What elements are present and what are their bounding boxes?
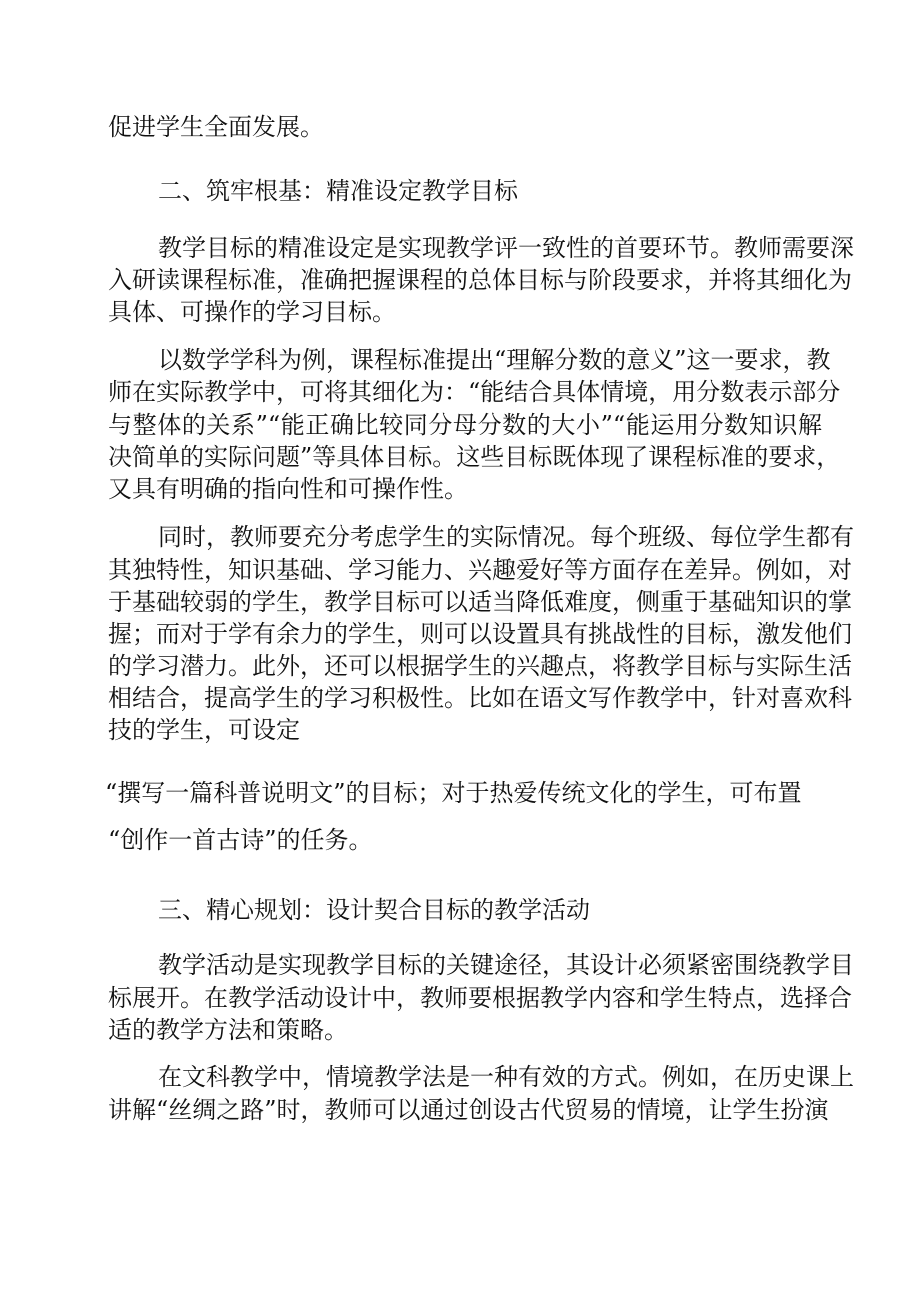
paragraph-line: 又具有明确的指向性和可操作性。 — [108, 475, 468, 503]
paragraph-line: 同时，教师要充分考虑学生的实际情况。每个班级、每位学生都有 — [158, 523, 854, 551]
paragraph-line: 具体、可操作的学习目标。 — [108, 298, 396, 326]
paragraph-line: 技的学生，可设定 — [108, 716, 300, 744]
paragraph-line: 师在实际教学中，可将其细化为：“能结合具体情境，用分数表示部分 — [108, 378, 841, 406]
paragraph-line: 讲解“丝绸之路”时，教师可以通过创设古代贸易的情境，让学生扮演 — [108, 1096, 829, 1124]
paragraph-line: 标展开。在教学活动设计中，教师要根据教学内容和学生特点，选择合 — [108, 984, 852, 1012]
paragraph-line: 入研读课程标准，准确把握课程的总体目标与阶段要求，并将其细化为 — [108, 266, 852, 294]
paragraph-line: “创作一首古诗”的任务。 — [108, 826, 373, 854]
paragraph-line: 相结合，提高学生的学习积极性。比如在语文写作教学中，针对喜欢科 — [108, 684, 852, 712]
section-heading-2: 二、筑牢根基：精准设定教学目标 — [158, 177, 518, 205]
paragraph-line: 决简单的实际问题”等具体目标。这些目标既体现了课程标准的要求， — [108, 443, 841, 471]
paragraph-line: 教学目标的精准设定是实现教学评一致性的首要环节。教师需要深 — [158, 234, 854, 262]
paragraph-line: 在文科教学中，情境教学法是一种有效的方式。例如，在历史课上 — [158, 1063, 854, 1091]
paragraph-line: 促进学生全面发展。 — [108, 113, 324, 141]
paragraph-line: 与整体的关系”“能正确比较同分母分数的大小”“能运用分数知识解 — [108, 411, 822, 439]
paragraph-line: “撰写一篇科普说明文”的目标；对于热爱传统文化的学生，可布置 — [105, 779, 802, 807]
paragraph-line: 以数学学科为例，课程标准提出“理解分数的意义”这一要求，教 — [158, 346, 831, 374]
paragraph-line: 适的教学方法和策略。 — [108, 1016, 348, 1044]
paragraph-line: 教学活动是实现教学目标的关键途径，其设计必须紧密围绕教学目 — [158, 951, 854, 979]
paragraph-line: 的学习潜力。此外，还可以根据学生的兴趣点，将教学目标与实际生活 — [108, 652, 852, 680]
paragraph-line: 握；而对于学有余力的学生，则可以设置具有挑战性的目标，激发他们 — [108, 620, 852, 648]
section-heading-3: 三、精心规划：设计契合目标的教学活动 — [158, 896, 590, 924]
paragraph-line: 其独特性，知识基础、学习能力、兴趣爱好等方面存在差异。例如，对 — [108, 556, 852, 584]
paragraph-line: 于基础较弱的学生，教学目标可以适当降低难度，侧重于基础知识的掌 — [108, 588, 852, 616]
